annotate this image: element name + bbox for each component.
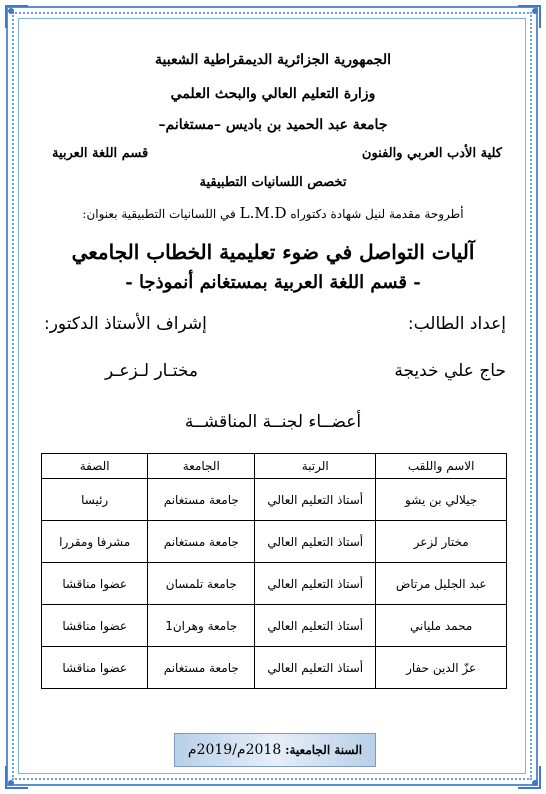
member-name: عبد الجليل مرتاض (376, 563, 507, 605)
prepared-by-label: إعداد الطالب: (407, 314, 506, 334)
member-role: عضوا مناقشا (42, 647, 148, 689)
column-header-name: الاسم واللقب (376, 454, 507, 479)
thesis-title: آليات التواصل في ضوء تعليمية الخطاب الجامعي (71, 240, 475, 264)
academic-year-box (174, 733, 376, 767)
table-row (42, 563, 507, 605)
column-header-role: الصفة (42, 454, 148, 479)
republic-name: الجمهورية الجزائرية الديمقراطية الشعبية (154, 52, 391, 68)
thesis-note (0, 204, 546, 222)
member-university: جامعة تلمسان (148, 563, 255, 605)
member-university: جامعة وهران1 (148, 605, 255, 647)
member-rank: أستاذ التعليم العالي (255, 521, 376, 563)
member-university: جامعة مستغانم (148, 479, 255, 521)
ministry-name: وزارة التعليم العالي والبحث العلمي (170, 86, 376, 102)
member-university: جامعة مستغانم (148, 521, 255, 563)
university-name: جامعة عبد الحميد بن باديس –مستغانم– (158, 117, 388, 133)
member-rank: أستاذ التعليم العالي (255, 479, 376, 521)
academic-year-value: 2018م/2019م (187, 742, 282, 758)
academic-year-label: السنة الجامعية: (285, 743, 363, 757)
corner-ornament-bottom-left (4, 764, 30, 790)
table-row (42, 479, 507, 521)
specialty: تخصص اللسانيات التطبيقية (199, 175, 347, 190)
member-name: مختار لزعر (376, 521, 507, 563)
member-role: رئيسا (42, 479, 148, 521)
table-row (42, 647, 507, 689)
member-university: جامعة مستغانم (148, 647, 255, 689)
thesis-subtitle: - قسم اللغة العربية بمستغانم أنموذجا - (125, 272, 421, 293)
column-header-university: الجامعة (148, 454, 255, 479)
member-name: جيلالي بن يشو (376, 479, 507, 521)
committee-heading: أعضــاء لجنــة المناقشــة (184, 412, 362, 432)
corner-ornament-top-right (516, 4, 542, 30)
member-rank: أستاذ التعليم العالي (255, 563, 376, 605)
member-role: عضوا مناقشا (42, 563, 148, 605)
supervisor-label: إشراف الأستاذ الدكتور: (44, 314, 207, 334)
member-name: محمد ملياني (376, 605, 507, 647)
member-rank: أستاذ التعليم العالي (255, 647, 376, 689)
column-header-rank: الرتبة (255, 454, 376, 479)
thesis-note-prefix: أطروحة مقدمة لنيل شهادة دكتوراه (290, 207, 464, 221)
committee-table (41, 453, 507, 689)
member-rank: أستاذ التعليم العالي (255, 605, 376, 647)
corner-ornament-bottom-right (516, 764, 542, 790)
student-name: حاج علي خديجة (394, 361, 506, 381)
member-role: عضوا مناقشا (42, 605, 148, 647)
corner-ornament-top-left (4, 4, 30, 30)
faculty-name: كلية الأدب العربي والفنون (361, 146, 502, 161)
table-row (42, 521, 507, 563)
department-name: قسم اللغة العربية (52, 146, 149, 161)
table-row (42, 605, 507, 647)
thesis-note-suffix: في اللسانيات التطبيقية بعنوان: (82, 207, 236, 221)
member-name: عزّ الدين حفار (376, 647, 507, 689)
thesis-note-lmd: L.M.D (239, 204, 287, 222)
committee-header-row (42, 454, 507, 479)
member-role: مشرفا ومقررا (42, 521, 148, 563)
supervisor-name: مختـار لـزعـر (105, 361, 199, 381)
